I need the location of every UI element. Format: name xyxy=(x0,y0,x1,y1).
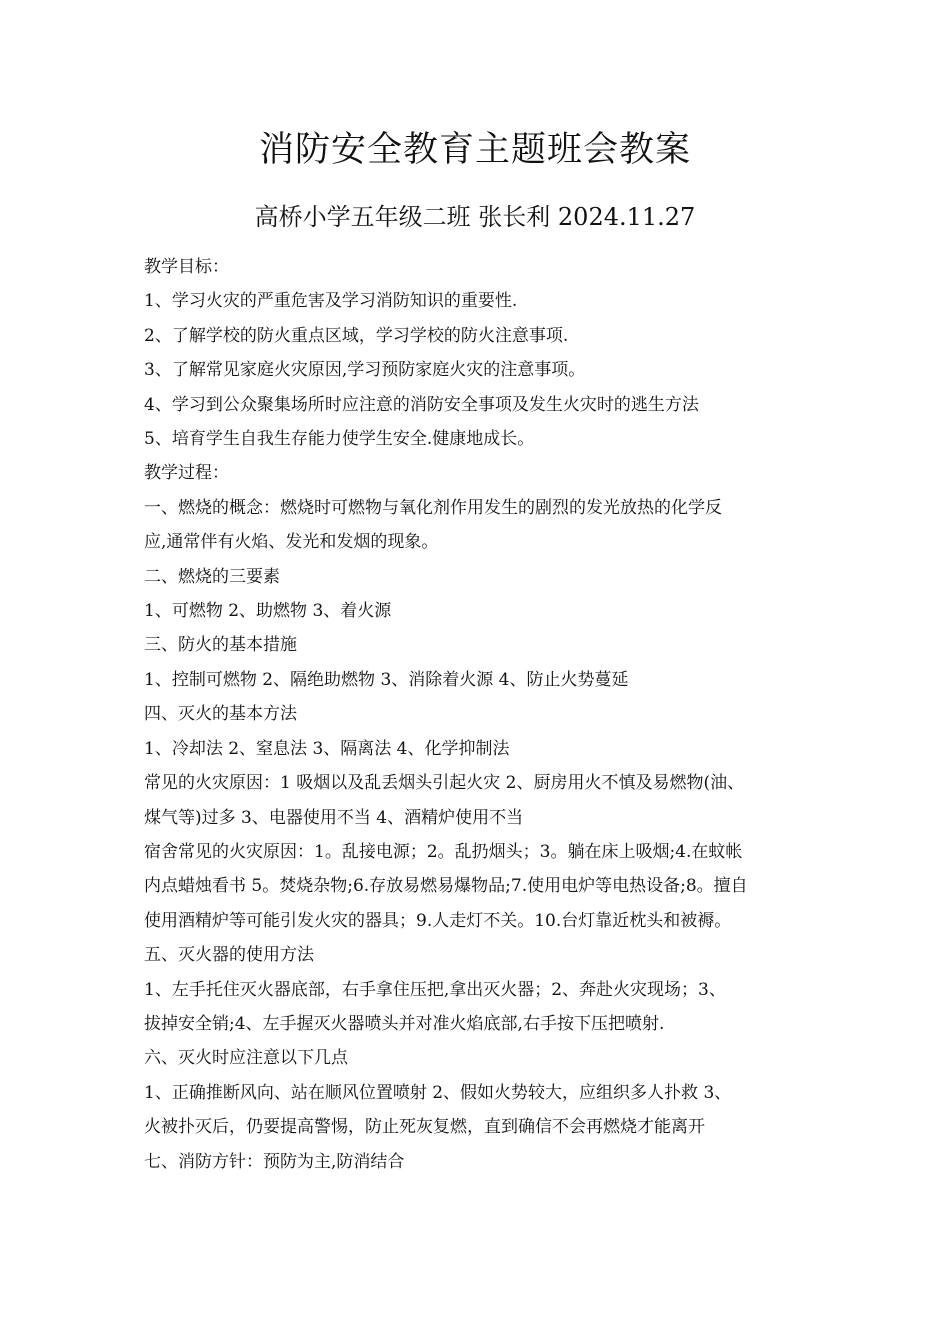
body-line: 应,通常伴有火焰、发光和发烟的现象。 xyxy=(144,532,439,553)
body-line: 煤气等)过多 3、电器使用不当 4、酒精炉使用不当 xyxy=(144,807,524,828)
body-line: 七、消防方针：预防为主,防消结合 xyxy=(144,1151,405,1172)
body-line: 常见的火灾原因：1 吸烟以及乱丢烟头引起火灾 2、厨房用火不慎及易燃物(油、 xyxy=(144,773,745,794)
document-title: 消防安全教育主题班会教案 xyxy=(258,130,691,170)
body-line: 教学目标： xyxy=(144,257,229,277)
body-line: 1、冷却法 2、窒息法 3、隔离法 4、化学抑制法 xyxy=(144,738,510,759)
body-line: 使用酒精炉等可能引发火灾的器具；9.人走灯不关。10.台灯靠近枕头和被褥。 xyxy=(144,910,732,931)
body-line: 五、灭火器的使用方法 xyxy=(144,945,314,966)
body-line: 1、左手托住灭火器底部，右手拿住压把,拿出灭火器；2、奔赴火灾现场；3、 xyxy=(144,979,726,1000)
document-body xyxy=(144,250,820,1179)
body-line: 1、正确推断风向、站在顺风位置喷射 2、假如火势较大，应组织多人扑救 3、 xyxy=(144,1082,732,1103)
document-subtitle: 高桥小学五年级二班 张长利 2024.11.27 xyxy=(254,203,696,231)
body-line: 三、防火的基本措施 xyxy=(144,635,297,656)
body-line: 四、灭火的基本方法 xyxy=(144,704,297,725)
body-line: 1、控制可燃物 2、隔绝助燃物 3、消除着火源 4、防止火势蔓延 xyxy=(144,669,629,690)
body-line: 5、培育学生自我生存能力使学生安全.健康地成长。 xyxy=(144,429,535,450)
body-line: 二、燃烧的三要素 xyxy=(144,566,280,587)
body-line: 宿舍常见的火灾原因：1。乱接电源；2。乱扔烟头；3。躺在床上吸烟;4.在蚊帐 xyxy=(144,841,743,862)
body-line: 拔掉安全销;4、左手握灭火器喷头并对准火焰底部,右手按下压把喷射. xyxy=(144,1013,665,1034)
body-line: 火被扑灭后，仍要提高警惕，防止死灰复燃，直到确信不会再燃烧才能离开 xyxy=(144,1117,705,1138)
body-line: 2、了解学校的防火重点区域，学习学校的防火注意事项. xyxy=(144,325,569,346)
body-line: 教学过程： xyxy=(144,463,229,484)
body-line: 4、学习到公众聚集场所时应注意的消防安全事项及发生火灾时的逃生方法 xyxy=(144,394,699,415)
body-line: 3、了解常见家庭火灾原因,学习预防家庭火灾的注意事项。 xyxy=(144,360,586,381)
body-line: 1、可燃物 2、助燃物 3、着火源 xyxy=(144,601,392,622)
body-line: 一、燃烧的概念：燃烧时可燃物与氧化剂作用发生的剧烈的发光放热的化学反 xyxy=(144,497,722,518)
body-line: 1、学习火灾的严重危害及学习消防知识的重要性. xyxy=(144,291,518,312)
body-line: 内点蜡烛看书 5。焚烧杂物;6.存放易燃易爆物品;7.使用电炉等电热设备;8。擅自 xyxy=(144,876,748,897)
body-line: 六、灭火时应注意以下几点 xyxy=(144,1048,348,1069)
